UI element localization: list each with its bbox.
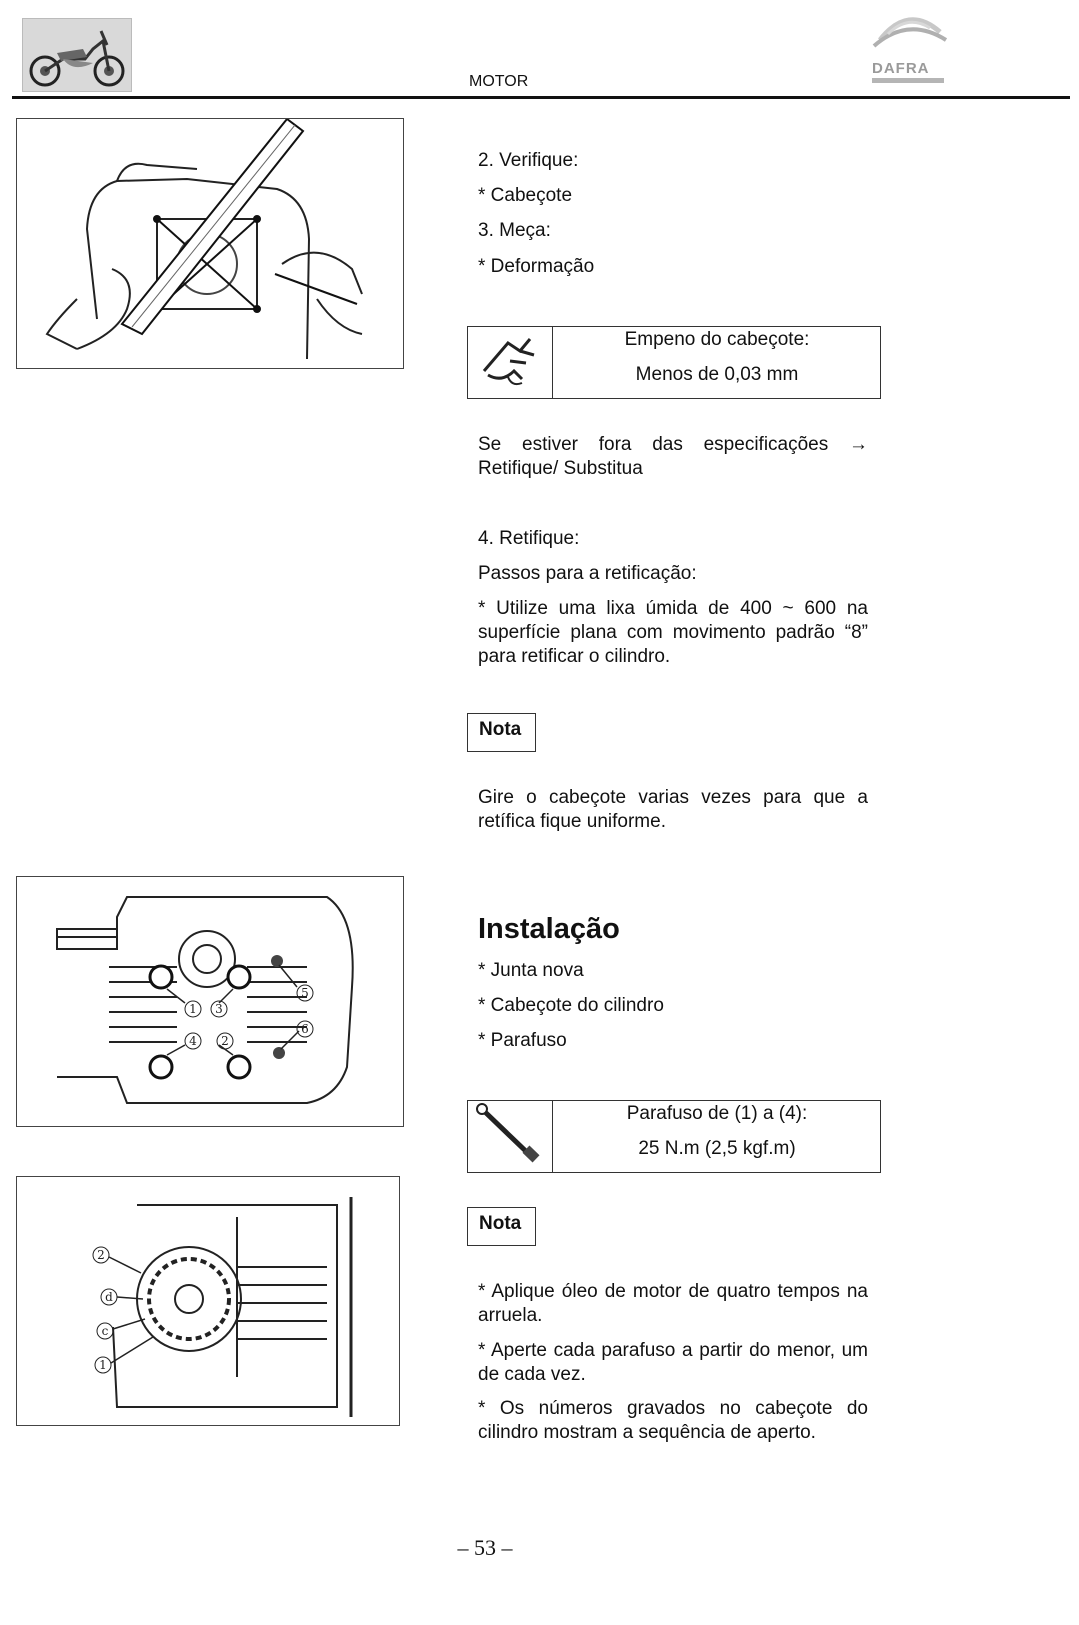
step-4: 4. Retifique:	[478, 528, 580, 549]
page-number: – 53 –	[457, 1535, 513, 1560]
brand-name: DAFRA	[872, 60, 930, 77]
motorcycle-icon	[23, 19, 131, 91]
step-3: 3. Meça:	[478, 220, 551, 241]
spec-torque-label: Parafuso de (1) a (4):	[626, 1103, 808, 1124]
figure-warpage-measurement	[16, 118, 404, 369]
spec-box-warpage	[467, 326, 881, 399]
note-1-text: Gire o cabeçote varias vezes para que a retífica fique uniforme.	[478, 787, 868, 832]
spec-icon-cell	[468, 327, 553, 398]
motorcycle-thumbnail	[22, 18, 132, 92]
note-2-item-2: * Aperte cada parafuso a partir do menor, um de cada vez.	[478, 1340, 868, 1385]
caliper-icon	[468, 327, 552, 398]
step-2: 2. Verifique:	[478, 150, 579, 171]
resurface-instruction: * Utilize uma lixa úmida de 400 ~ 600 na superfície plana com movimento padrão “8” para retificar o cilindro.	[478, 598, 868, 667]
installation-heading: Instalação	[478, 913, 620, 945]
note-label-box	[467, 713, 536, 752]
cylinder-head-bolts-illustration	[17, 877, 403, 1126]
install-item-2: * Cabeçote do cilindro	[478, 995, 664, 1016]
section-title: MOTOR	[469, 73, 529, 90]
note-label-box-2	[467, 1207, 536, 1246]
cylinder-head-side-illustration	[17, 1177, 399, 1425]
spec-torque-value: 25 N.m (2,5 kgf.m)	[638, 1138, 796, 1159]
figure-bolt-sequence	[16, 876, 404, 1127]
logo-bar	[872, 78, 944, 83]
resurface-steps-title: Passos para a retificação:	[478, 563, 697, 584]
callout-1: 1	[189, 1002, 197, 1016]
callout-3: 3	[215, 1002, 223, 1016]
callout-timing-c: c	[101, 1324, 109, 1338]
dafra-logo	[866, 10, 950, 86]
dafra-logo-icon	[866, 10, 950, 62]
spec-warpage-value: Menos de 0,03 mm	[635, 364, 799, 385]
spec-icon-cell	[468, 1101, 553, 1172]
out-of-spec-text: Se estiver fora das especificações → Retifique/ Substitua	[478, 434, 868, 479]
callout-timing-d: d	[105, 1290, 113, 1304]
note-label: Nota	[479, 719, 522, 740]
torque-wrench-icon	[468, 1101, 552, 1172]
note-2-item-1: * Aplique óleo de motor de quatro tempos na arruela.	[478, 1281, 868, 1326]
figure-cylinder-head-side	[16, 1176, 400, 1426]
cylinder-head-straightedge-illustration	[17, 119, 403, 368]
install-item-1: * Junta nova	[478, 960, 584, 981]
item-cabecote: * Cabeçote	[478, 185, 573, 206]
callout-timing-1: 1	[99, 1358, 107, 1372]
note-label-2: Nota	[479, 1213, 522, 1234]
callout-2: 2	[221, 1034, 229, 1048]
spec-warpage-label: Empeno do cabeçote:	[624, 329, 810, 350]
item-deformacao: * Deformação	[478, 256, 595, 277]
callout-timing-2: 2	[97, 1248, 105, 1262]
install-item-3: * Parafuso	[478, 1030, 567, 1051]
note-2-item-3: * Os números gravados no cabeçote do cilindro mostram a sequência de aperto.	[478, 1398, 868, 1443]
header-divider	[12, 96, 1070, 99]
callout-4: 4	[189, 1034, 197, 1048]
callout-5: 5	[301, 986, 309, 1000]
spec-box-torque	[467, 1100, 881, 1173]
callout-6: 6	[301, 1022, 309, 1036]
